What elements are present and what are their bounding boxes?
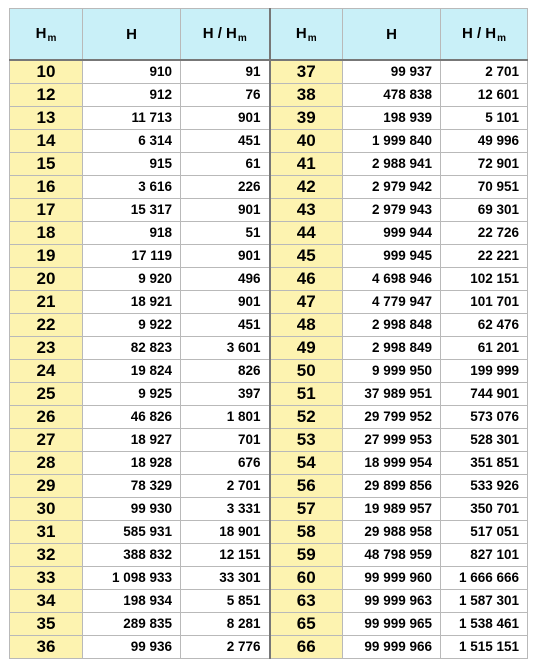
h-cell: 19 989 957 <box>343 498 441 521</box>
ratio-cell: 226 <box>181 176 270 199</box>
table-row <box>10 199 528 222</box>
h-cell: 99 999 960 <box>343 567 441 590</box>
ratio-cell: 91 <box>181 60 270 84</box>
h-cell: 17 119 <box>83 245 181 268</box>
h-cell: 29 899 856 <box>343 475 441 498</box>
ratio-cell: 397 <box>181 383 270 406</box>
h-cell: 918 <box>83 222 181 245</box>
h-cell: 915 <box>83 153 181 176</box>
header-h-left: H <box>83 9 181 61</box>
hm-cell: 54 <box>270 452 343 475</box>
ratio-cell: 33 301 <box>181 567 270 590</box>
h-cell: 99 999 966 <box>343 636 441 659</box>
hm-cell: 45 <box>270 245 343 268</box>
hm-cell: 65 <box>270 613 343 636</box>
hm-cell: 10 <box>10 60 83 84</box>
hm-cell: 23 <box>10 337 83 360</box>
hm-cell: 52 <box>270 406 343 429</box>
table-header <box>10 9 528 61</box>
table-row <box>10 590 528 613</box>
ratio-cell: 3 331 <box>181 498 270 521</box>
h-cell: 2 988 941 <box>343 153 441 176</box>
hm-cell: 40 <box>270 130 343 153</box>
table-row <box>10 84 528 107</box>
ratio-cell: 2 701 <box>181 475 270 498</box>
ratio-cell: 12 151 <box>181 544 270 567</box>
h-cell: 4 698 946 <box>343 268 441 291</box>
ratio-cell: 517 051 <box>441 521 528 544</box>
hm-cell: 15 <box>10 153 83 176</box>
h-cell: 46 826 <box>83 406 181 429</box>
header-hm-right: $H_m$ <box>270 9 343 61</box>
h-cell: 9 999 950 <box>343 360 441 383</box>
ratio-cell: 573 076 <box>441 406 528 429</box>
hm-cell: 60 <box>270 567 343 590</box>
header-hm-left: $H_m$ <box>10 9 83 61</box>
table-row <box>10 360 528 383</box>
hm-cell: 46 <box>270 268 343 291</box>
table-row <box>10 60 528 84</box>
ratio-cell: 451 <box>181 130 270 153</box>
hm-cell: 39 <box>270 107 343 130</box>
hm-cell: 57 <box>270 498 343 521</box>
h-cell: 2 979 943 <box>343 199 441 222</box>
ratio-cell: 701 <box>181 429 270 452</box>
table-row <box>10 291 528 314</box>
ratio-cell: 496 <box>181 268 270 291</box>
ratio-cell: 901 <box>181 199 270 222</box>
table-row <box>10 475 528 498</box>
h-cell: 99 999 965 <box>343 613 441 636</box>
table-row <box>10 107 528 130</box>
ratio-cell: 199 999 <box>441 360 528 383</box>
hm-cell: 41 <box>270 153 343 176</box>
ratio-cell: 72 901 <box>441 153 528 176</box>
hm-cell: 24 <box>10 360 83 383</box>
ratio-cell: 5 851 <box>181 590 270 613</box>
hm-cell: 20 <box>10 268 83 291</box>
table-row <box>10 544 528 567</box>
table-row <box>10 222 528 245</box>
ratio-cell: 22 221 <box>441 245 528 268</box>
table-row <box>10 613 528 636</box>
numbers-table <box>9 8 528 659</box>
ratio-cell: 827 101 <box>441 544 528 567</box>
hm-cell: 58 <box>270 521 343 544</box>
ratio-cell: 1 538 461 <box>441 613 528 636</box>
hm-cell: 59 <box>270 544 343 567</box>
hm-cell: 25 <box>10 383 83 406</box>
h-cell: 99 999 963 <box>343 590 441 613</box>
ratio-cell: 61 201 <box>441 337 528 360</box>
hm-cell: 66 <box>270 636 343 659</box>
h-cell: 27 999 953 <box>343 429 441 452</box>
ratio-cell: 102 151 <box>441 268 528 291</box>
hm-cell: 16 <box>10 176 83 199</box>
table-row <box>10 452 528 475</box>
h-cell: 29 988 958 <box>343 521 441 544</box>
hm-cell: 17 <box>10 199 83 222</box>
hm-cell: 21 <box>10 291 83 314</box>
hm-cell: 18 <box>10 222 83 245</box>
ratio-cell: 528 301 <box>441 429 528 452</box>
ratio-cell: 744 901 <box>441 383 528 406</box>
hm-cell: 51 <box>270 383 343 406</box>
h-cell: 3 616 <box>83 176 181 199</box>
ratio-cell: 901 <box>181 291 270 314</box>
table-row <box>10 176 528 199</box>
hm-cell: 37 <box>270 60 343 84</box>
h-cell: 18 928 <box>83 452 181 475</box>
table-row <box>10 245 528 268</box>
table-row <box>10 406 528 429</box>
h-cell: 99 936 <box>83 636 181 659</box>
h-cell: 1 098 933 <box>83 567 181 590</box>
ratio-cell: 901 <box>181 107 270 130</box>
hm-cell: 14 <box>10 130 83 153</box>
ratio-cell: 901 <box>181 245 270 268</box>
ratio-cell: 101 701 <box>441 291 528 314</box>
ratio-cell: 5 101 <box>441 107 528 130</box>
h-cell: 2 979 942 <box>343 176 441 199</box>
hm-cell: 27 <box>10 429 83 452</box>
ratio-cell: 350 701 <box>441 498 528 521</box>
table-row <box>10 429 528 452</box>
ratio-cell: 76 <box>181 84 270 107</box>
h-cell: 78 329 <box>83 475 181 498</box>
ratio-cell: 8 281 <box>181 613 270 636</box>
table-container <box>9 8 528 659</box>
hm-cell: 28 <box>10 452 83 475</box>
h-cell: 11 713 <box>83 107 181 130</box>
ratio-cell: 61 <box>181 153 270 176</box>
hm-cell: 31 <box>10 521 83 544</box>
h-cell: 999 945 <box>343 245 441 268</box>
ratio-cell: 533 926 <box>441 475 528 498</box>
hm-cell: 38 <box>270 84 343 107</box>
h-cell: 2 998 848 <box>343 314 441 337</box>
table-row <box>10 636 528 659</box>
table-body <box>10 60 528 659</box>
h-cell: 198 934 <box>83 590 181 613</box>
h-cell: 6 314 <box>83 130 181 153</box>
table-row <box>10 314 528 337</box>
h-cell: 999 944 <box>343 222 441 245</box>
h-cell: 37 989 951 <box>343 383 441 406</box>
ratio-cell: 12 601 <box>441 84 528 107</box>
hm-cell: 13 <box>10 107 83 130</box>
h-cell: 15 317 <box>83 199 181 222</box>
table-row <box>10 383 528 406</box>
table-row <box>10 268 528 291</box>
h-cell: 18 927 <box>83 429 181 452</box>
hm-cell: 36 <box>10 636 83 659</box>
table-row <box>10 153 528 176</box>
ratio-cell: 1 515 151 <box>441 636 528 659</box>
hm-cell: 29 <box>10 475 83 498</box>
h-cell: 9 925 <box>83 383 181 406</box>
h-cell: 19 824 <box>83 360 181 383</box>
ratio-cell: 51 <box>181 222 270 245</box>
h-cell: 18 999 954 <box>343 452 441 475</box>
hm-cell: 22 <box>10 314 83 337</box>
h-cell: 48 798 959 <box>343 544 441 567</box>
ratio-cell: 351 851 <box>441 452 528 475</box>
hm-cell: 43 <box>270 199 343 222</box>
hm-cell: 35 <box>10 613 83 636</box>
ratio-cell: 1 666 666 <box>441 567 528 590</box>
h-cell: 478 838 <box>343 84 441 107</box>
h-cell: 198 939 <box>343 107 441 130</box>
hm-cell: 49 <box>270 337 343 360</box>
h-cell: 99 937 <box>343 60 441 84</box>
ratio-cell: 1 801 <box>181 406 270 429</box>
ratio-cell: 62 476 <box>441 314 528 337</box>
table-row <box>10 567 528 590</box>
h-cell: 912 <box>83 84 181 107</box>
table-row <box>10 130 528 153</box>
ratio-cell: 1 587 301 <box>441 590 528 613</box>
h-cell: 9 922 <box>83 314 181 337</box>
hm-cell: 44 <box>270 222 343 245</box>
h-cell: 388 832 <box>83 544 181 567</box>
table-row <box>10 337 528 360</box>
ratio-cell: 451 <box>181 314 270 337</box>
h-cell: 9 920 <box>83 268 181 291</box>
ratio-cell: 3 601 <box>181 337 270 360</box>
h-cell: 82 823 <box>83 337 181 360</box>
header-h-right: H <box>343 9 441 61</box>
hm-cell: 63 <box>270 590 343 613</box>
table-row <box>10 521 528 544</box>
h-cell: 18 921 <box>83 291 181 314</box>
ratio-cell: 676 <box>181 452 270 475</box>
ratio-cell: 69 301 <box>441 199 528 222</box>
ratio-cell: 49 996 <box>441 130 528 153</box>
hm-cell: 47 <box>270 291 343 314</box>
ratio-cell: 826 <box>181 360 270 383</box>
header-ratio-right: H / $H_m$ <box>441 9 528 61</box>
hm-cell: 53 <box>270 429 343 452</box>
ratio-cell: 22 726 <box>441 222 528 245</box>
h-cell: 585 931 <box>83 521 181 544</box>
hm-cell: 12 <box>10 84 83 107</box>
hm-cell: 32 <box>10 544 83 567</box>
hm-cell: 48 <box>270 314 343 337</box>
ratio-cell: 18 901 <box>181 521 270 544</box>
ratio-cell: 2 701 <box>441 60 528 84</box>
hm-cell: 34 <box>10 590 83 613</box>
ratio-cell: 70 951 <box>441 176 528 199</box>
h-cell: 2 998 849 <box>343 337 441 360</box>
h-cell: 910 <box>83 60 181 84</box>
hm-cell: 42 <box>270 176 343 199</box>
h-cell: 289 835 <box>83 613 181 636</box>
hm-cell: 33 <box>10 567 83 590</box>
hm-cell: 50 <box>270 360 343 383</box>
h-cell: 29 799 952 <box>343 406 441 429</box>
hm-cell: 30 <box>10 498 83 521</box>
h-cell: 1 999 840 <box>343 130 441 153</box>
hm-cell: 19 <box>10 245 83 268</box>
header-ratio-left: H / $H_m$ <box>181 9 270 61</box>
h-cell: 4 779 947 <box>343 291 441 314</box>
hm-cell: 26 <box>10 406 83 429</box>
hm-cell: 56 <box>270 475 343 498</box>
ratio-cell: 2 776 <box>181 636 270 659</box>
h-cell: 99 930 <box>83 498 181 521</box>
table-row <box>10 498 528 521</box>
